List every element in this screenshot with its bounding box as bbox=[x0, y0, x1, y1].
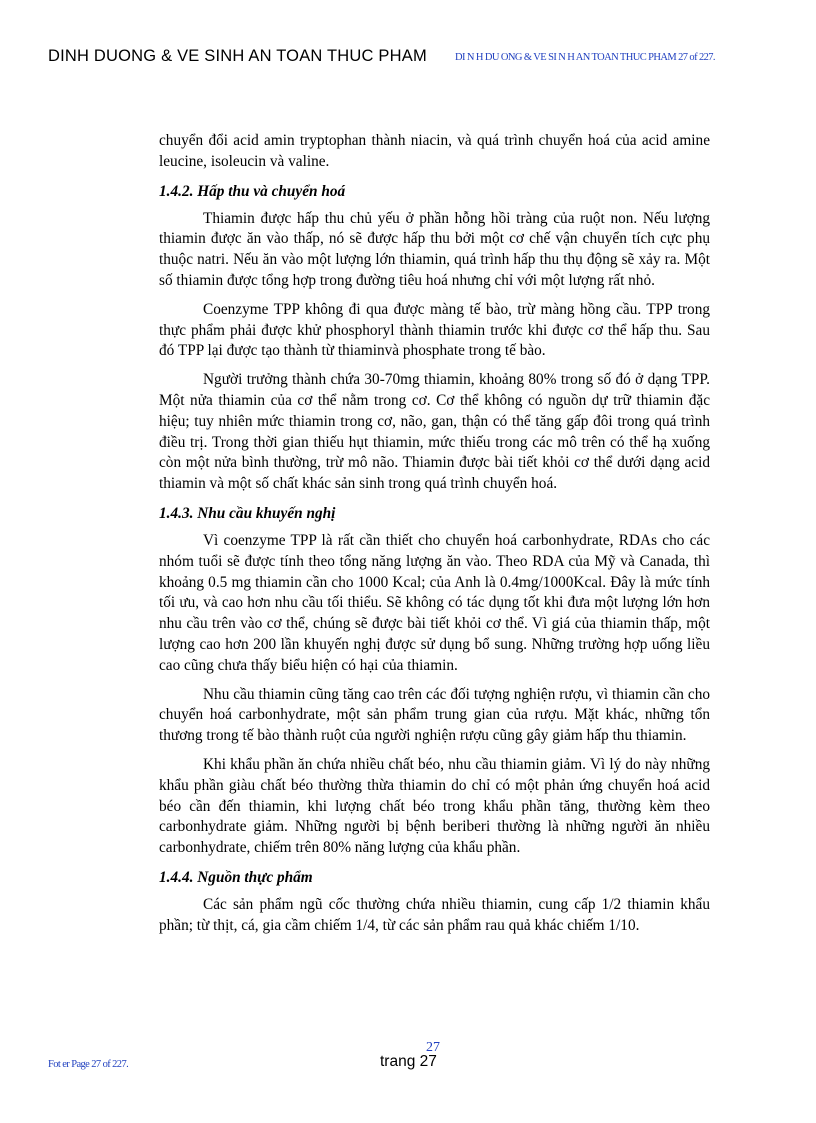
document-title: DINH DUONG & VE SINH AN TOAN THUC PHAM bbox=[48, 47, 427, 65]
paragraph: Thiamin được hấp thu chủ yếu ở phần hỗng hồi tràng của ruột non. Nếu lượng thiamin được ăn vào thấp, nó sẽ được hấp thu bởi một cơ chế vận chuyển tích cực phụ thuộc natri. Nếu ăn vào một lượng lớn thiamin, quá trình hấp thu thụ động sẽ xảy ra. Một số thiamin được tổng hợp trong đường tiêu hoá nhưng chỉ với một lượng rất nhỏ. bbox=[159, 209, 710, 289]
running-head: DI N H DU ONG & VE SI N H AN TOAN THUC PHAM 27 of 227. bbox=[455, 52, 715, 63]
paragraph: Vì coenzyme TPP là rất cần thiết cho chuyển hoá carbonhydrate, RDAs cho các nhóm tuổi sẽ được tính theo tổng năng lượng ăn vào. Theo RDA của Mỹ và Canada, thì khoảng 0.5 mg thiamin cần cho 1000 Kcal; của Anh là 0.4mg/1000Kcal. Đây là mức tính tối ưu, và cao hơn nhu cầu tối thiểu. Sẽ không có tác dụng tốt khi đưa một lượng lớn hơn nhu cầu trên vào cơ thể, chúng sẽ được bài tiết khỏi cơ thể. Vì giá của thiamin thấp, một lượng cao hơn 200 lần khuyến nghị được sử dụng bổ sung. Những trường hợp uống liều cao cũng chưa thấy biểu hiện có hại của thiamin. bbox=[159, 531, 710, 674]
intro-paragraph: chuyển đổi acid amin tryptophan thành niacin, và quá trình chuyển hoá của acid amine leucine, isoleucin và valine. bbox=[159, 132, 710, 170]
footer-page-number: 27 bbox=[426, 1040, 440, 1055]
paragraph: Người trưởng thành chứa 30-70mg thiamin, khoảng 80% trong số đó ở dạng TPP. Một nửa thiamin của cơ thể nằm trong cơ. Cơ thể không có nguồn dự trữ thiamin đặc hiệu; tuy nhiên mức thiamin trong cơ, não, gan, thận có thể tăng gấp đôi trong quá trình điều trị. Trong thời gian thiếu hụt thiamin, mức thiếu trong các mô trên có thể hạ xuống còn một nửa bình thường, trừ mô não. Thiamin được bài tiết khỏi cơ thể dưới dạng acid thiamin và một số chất khác sản sinh trong quá trình chuyển hoá. bbox=[159, 371, 710, 493]
paragraph: Các sản phẩm ngũ cốc thường chứa nhiều thiamin, cung cấp 1/2 thiamin khẩu phần; từ thịt, cá, gia cầm chiếm 1/4, từ các sản phẩm rau quả khác chiếm 1/10. bbox=[159, 895, 710, 934]
section-heading-1-4-2: 1.4.2. Hấp thu và chuyển hoá bbox=[159, 182, 346, 200]
section-heading-1-4-3: 1.4.3. Nhu cầu khuyến nghị bbox=[159, 504, 336, 522]
paragraph: Khi khẩu phần ăn chứa nhiều chất béo, nhu cầu thiamin giảm. Vì lý do này những khẩu phần giàu chất béo thường thừa thiamin do chỉ có một phản ứng chuyển hoá acid béo cần đến thiamin, khi lượng chất béo trong khẩu phần tăng, thường kèm theo carbonhydrate giảm. Những người bị bệnh beriberi thường là những người ăn nhiều carbonhydrate, chiếm trên 80% năng lượng của khẩu phần. bbox=[159, 755, 710, 857]
page-body bbox=[159, 131, 710, 945]
footer-page-label: trang 27 bbox=[380, 1053, 437, 1070]
paragraph: Nhu cầu thiamin cũng tăng cao trên các đối tượng nghiện rượu, vì thiamin cần cho chuyển hoá carbonhydrate, một sản phẩm trung gian của rượu. Mặt khác, những tổn thương trong tế bào thành ruột của người nghiện rượu cũng gây giảm hấp thu thiamin. bbox=[159, 685, 710, 745]
footer-page-info: Fot er Page 27 of 227. bbox=[48, 1059, 129, 1070]
paragraph: Coenzyme TPP không đi qua được màng tế bào, trừ màng hồng cầu. TPP trong thực phẩm phải được khử phosphoryl thành thiamin trước khi được cơ thể hấp thu. Sau đó TPP lại được tạo thành từ thiaminvà phosphate trong tế bào. bbox=[159, 300, 710, 360]
section-heading-1-4-4: 1.4.4. Nguồn thực phẩm bbox=[159, 868, 313, 886]
